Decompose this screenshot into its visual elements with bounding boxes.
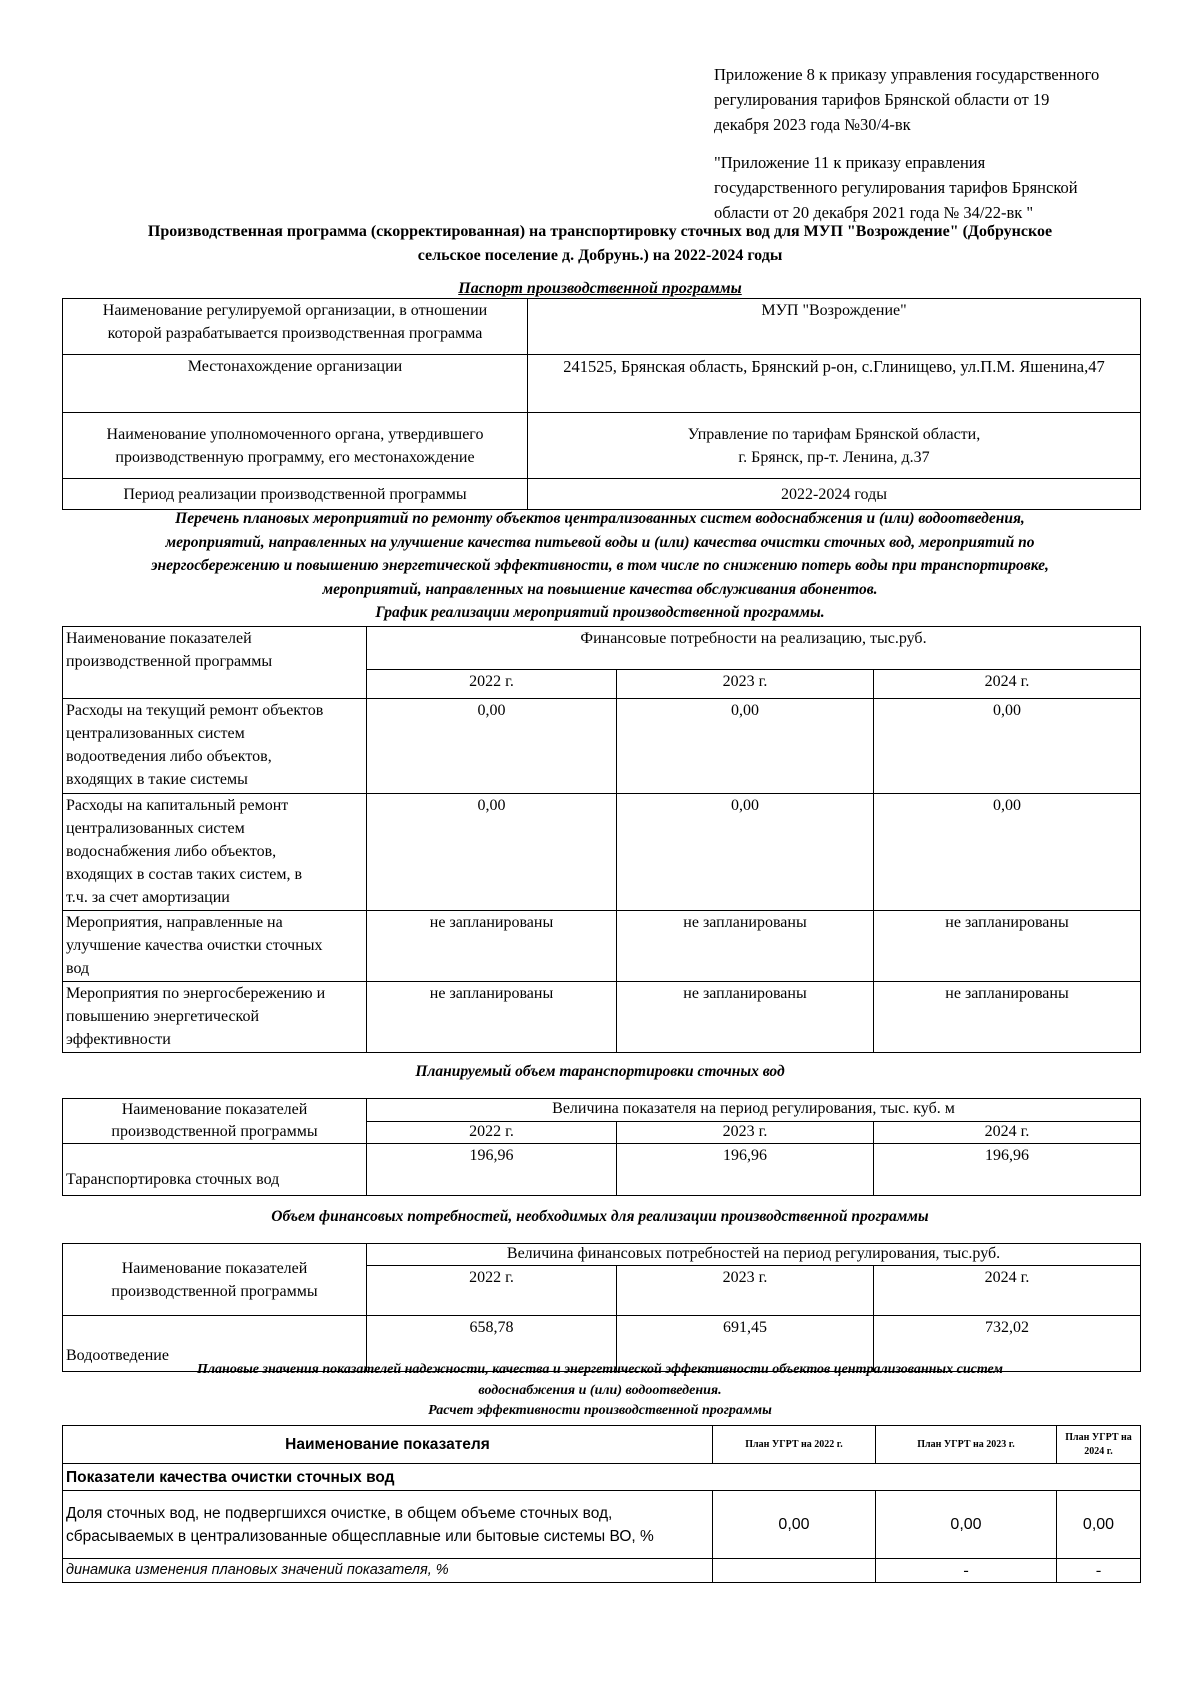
- plan-header: План УГРТ на 2023 г.: [876, 1426, 1057, 1464]
- appendix-8-note: [714, 62, 1174, 137]
- dynamics-label: динамика изменения плановых значений показателя, %: [63, 1559, 713, 1583]
- volume-col-head: Наименование показателей производственной программы: [63, 1099, 367, 1144]
- measures-value: 0,00: [617, 794, 874, 911]
- measures-row-label: Мероприятия, направленные на улучшение качества очистки сточных вод: [63, 911, 367, 982]
- measures-row: [63, 911, 1141, 982]
- passport-row: [63, 299, 1141, 355]
- efficiency-row-label: Доля сточных вод, не подвергшихся очистке, в общем объеме сточных вод, сбрасываемых в централизованные общесплавные или бытовые системы ВО, %: [63, 1491, 713, 1559]
- measures-value: не запланированы: [874, 982, 1141, 1053]
- passport-row: [63, 355, 1141, 413]
- year-header: 2022 г.: [367, 1121, 617, 1144]
- volume-heading: Планируемый объем таранспортировки сточных вод: [415, 1063, 785, 1080]
- volume-row-label: Таранспортировка сточных вод: [63, 1144, 367, 1196]
- plan-header: План УГРТ на 2024 г.: [1057, 1426, 1141, 1464]
- measures-row-label: Мероприятия по энергосбережению и повышению энергетической эффективности: [63, 982, 367, 1053]
- efficiency-table: [62, 1425, 1141, 1583]
- efficiency-col-head: Наименование показателя: [63, 1426, 713, 1464]
- year-header: 2024 г.: [874, 1121, 1141, 1144]
- volume-value-head: Величина показателя на период регулирования, тыс. куб. м: [367, 1099, 1141, 1122]
- passport-value: Управление по тарифам Брянской области, г. Брянск, пр-т. Ленина, д.37: [528, 413, 1141, 479]
- dynamics-row: [63, 1559, 1141, 1583]
- measures-value: не запланированы: [367, 982, 617, 1053]
- passport-label: Период реализации производственной программы: [63, 479, 528, 510]
- year-header: 2024 г.: [874, 1266, 1141, 1316]
- measures-value: не запланированы: [617, 911, 874, 982]
- passport-value: 241525, Брянская область, Брянский р-он, с.Глинищево, ул.П.М. Яшенина,47: [528, 355, 1141, 413]
- measures-value: 0,00: [367, 794, 617, 911]
- finance-value: 658,78: [367, 1316, 617, 1372]
- measures-row-label: Расходы на капитальный ремонт централизованных систем водоснабжения либо объектов, входящих в состав таких систем, в т.ч. за счет амортизации: [63, 794, 367, 911]
- passport-table: [62, 298, 1141, 510]
- efficiency-heading: Плановые значения показателей надежности, качества и энергетической эффективности объектов централизованных систем водоснабжения и (или) водоотведения. Расчет эффективности производственной программы: [196, 1362, 1004, 1418]
- appendix-8-line: декабря 2023 года №30/4-вк: [714, 115, 911, 134]
- finance-value: 691,45: [617, 1316, 874, 1372]
- year-header: 2023 г.: [617, 670, 874, 699]
- efficiency-row: [63, 1491, 1141, 1559]
- finance-row-label: Водоотведение: [63, 1316, 367, 1372]
- volume-value: 196,96: [617, 1144, 874, 1196]
- year-header: 2022 г.: [367, 670, 617, 699]
- measures-value: не запланированы: [367, 911, 617, 982]
- passport-value: 2022-2024 годы: [528, 479, 1141, 510]
- volume-row: [63, 1144, 1141, 1196]
- measures-row: [63, 699, 1141, 794]
- measures-value: не запланированы: [617, 982, 874, 1053]
- appendix-8-line: Приложение 8 к приказу управления государственного: [714, 65, 1100, 84]
- measures-value: 0,00: [874, 794, 1141, 911]
- measures-value: 0,00: [874, 699, 1141, 794]
- year-header: 2024 г.: [874, 670, 1141, 699]
- measures-value: 0,00: [367, 699, 617, 794]
- title-line: Производственная программа (скорректированная) на транспортировку сточных вод для МУП "Возрождение" (Добрунское: [147, 223, 1053, 240]
- appendix-11-line: области от 20 декабря 2021 года № 34/22-вк ": [714, 203, 1034, 222]
- passport-heading: Паспорт производственной программы: [458, 280, 742, 297]
- year-header: 2023 г.: [617, 1266, 874, 1316]
- passport-row: [63, 413, 1141, 479]
- efficiency-value: 0,00: [1057, 1491, 1141, 1559]
- title-line: сельское поселение д. Добрунь.) на 2022-2024 годы: [417, 247, 783, 264]
- appendix-11-line: государственного регулирования тарифов Брянской: [714, 178, 1078, 197]
- passport-label: Наименование регулируемой организации, в отношении которой разрабатывается производственная программа: [63, 299, 528, 355]
- measures-value: 0,00: [617, 699, 874, 794]
- year-header: 2022 г.: [367, 1266, 617, 1316]
- finance-col-head: Наименование показателей производственной программы: [63, 1244, 367, 1316]
- document-title: [80, 220, 1120, 268]
- measures-table: [62, 626, 1141, 1053]
- measures-row-label: Расходы на текущий ремонт объектов централизованных систем водоотведения либо объектов, входящих в такие системы: [63, 699, 367, 794]
- passport-row: [63, 479, 1141, 510]
- finance-heading: Объем финансовых потребностей, необходимых для реализации производственной программы: [271, 1208, 929, 1225]
- dynamics-value: -: [1057, 1559, 1141, 1583]
- measures-col-head: Наименование показателей производственной программы: [63, 627, 367, 699]
- measures-value: не запланированы: [874, 911, 1141, 982]
- passport-value: МУП "Возрождение": [528, 299, 1141, 355]
- appendix-11-line: "Приложение 11 к приказу еправления: [714, 153, 986, 172]
- passport-label: Местонахождение организации: [63, 355, 528, 413]
- efficiency-value: 0,00: [713, 1491, 876, 1559]
- measures-fin-head: Финансовые потребности на реализацию, тыс.руб.: [367, 627, 1141, 670]
- efficiency-section: Показатели качества очистки сточных вод: [63, 1464, 1141, 1491]
- appendix-8-line: регулирования тарифов Брянской области от 19: [714, 90, 1050, 109]
- efficiency-value: 0,00: [876, 1491, 1057, 1559]
- dynamics-value: -: [876, 1559, 1057, 1583]
- volume-table: [62, 1098, 1141, 1196]
- passport-label: Наименование уполномоченного органа, утвердившего производственную программу, его местонахождение: [63, 413, 528, 479]
- measures-heading: Перечень плановых мероприятий по ремонту объектов централизованных систем водоснабжения и (или) водоотведения, мероприятий, направленных на улучшение качества питьевой воды и (или) качества очистки сточных вод, мероприятий по энергосбережению и повышению энергетической эффективности, в том числе по снижению потерь воды при транспортировке, мероприятий, направленных на повышение качества обслуживания абонентов. График реализации мероприятий производственной программы.: [151, 510, 1049, 621]
- volume-value: 196,96: [367, 1144, 617, 1196]
- year-header: 2023 г.: [617, 1121, 874, 1144]
- finance-value: 732,02: [874, 1316, 1141, 1372]
- finance-table: [62, 1243, 1141, 1372]
- volume-value: 196,96: [874, 1144, 1141, 1196]
- finance-value-head: Величина финансовых потребностей на период регулирования, тыс.руб.: [367, 1244, 1141, 1266]
- plan-header: План УГРТ на 2022 г.: [713, 1426, 876, 1464]
- appendix-11-note: [714, 150, 1174, 225]
- dynamics-value: [713, 1559, 876, 1583]
- measures-row: [63, 982, 1141, 1053]
- measures-row: [63, 794, 1141, 911]
